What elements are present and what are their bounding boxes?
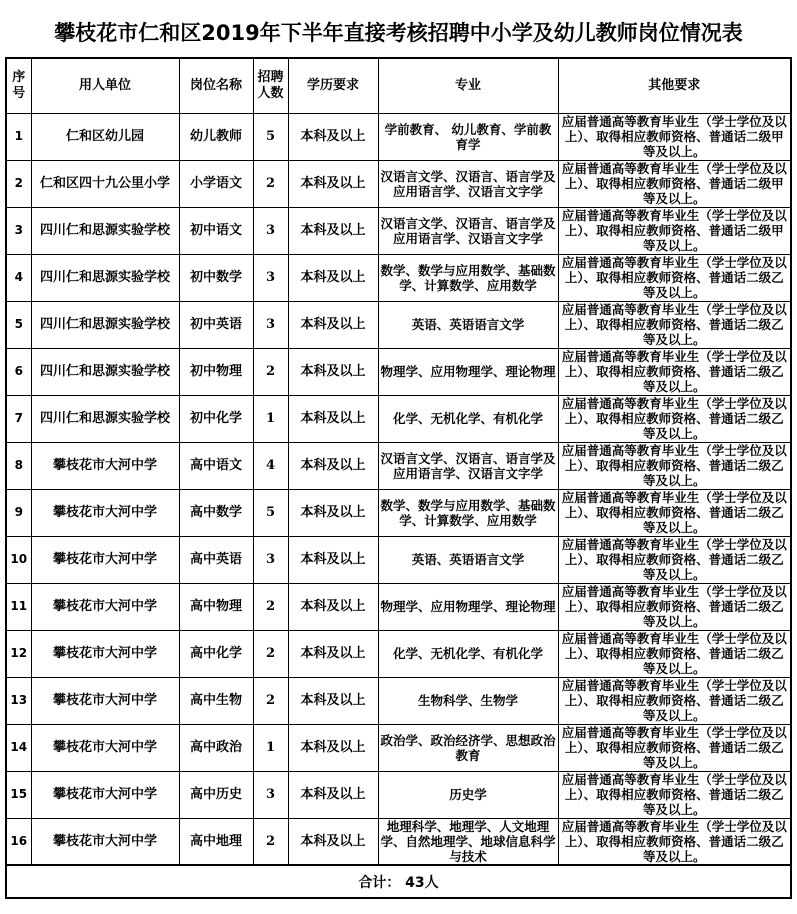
cell-education-req: 本科及以上 [288,207,378,254]
cell-other-req: 应届普通高等教育毕业生（学士学位及以上）、取得相应教师资格、普通话二级乙等及以上。 [558,489,791,536]
cell-headcount: 2 [253,630,288,677]
table-row [6,113,791,160]
cell-headcount: 2 [253,583,288,630]
cell-employer-unit: 攀枝花市大河中学 [31,677,179,724]
cell-position-name: 高中英语 [179,536,253,583]
cell-serial-number: 15 [6,771,31,818]
table-footer [6,865,791,898]
cell-major: 学前教育、 幼儿教育、学前教育学 [378,113,558,160]
cell-position-name: 小学语文 [179,160,253,207]
cell-headcount: 2 [253,818,288,865]
header-unit: 用人单位 [31,58,179,113]
cell-education-req: 本科及以上 [288,536,378,583]
cell-other-req: 应届普通高等教育毕业生（学士学位及以上）、取得相应教师资格、普通话二级乙等及以上。 [558,395,791,442]
header-row [6,58,791,113]
cell-position-name: 初中物理 [179,348,253,395]
cell-employer-unit: 攀枝花市大河中学 [31,489,179,536]
cell-other-req: 应届普通高等教育毕业生（学士学位及以上）、取得相应教师资格、普通话二级乙等及以上。 [558,301,791,348]
cell-education-req: 本科及以上 [288,113,378,160]
table-header [6,58,791,113]
footer-row [6,865,791,898]
cell-education-req: 本科及以上 [288,395,378,442]
cell-position-name: 高中物理 [179,583,253,630]
cell-major: 地理科学、地理学、人文地理学、自然地理学、地球信息科学与技术 [378,818,558,865]
cell-major: 汉语言文学、汉语言、语言学及应用语言学、汉语言文字学 [378,160,558,207]
cell-education-req: 本科及以上 [288,160,378,207]
cell-other-req: 应届普通高等教育毕业生（学士学位及以上）、取得相应教师资格、普通话二级乙等及以上。 [558,630,791,677]
cell-position-name: 高中数学 [179,489,253,536]
cell-position-name: 幼儿教师 [179,113,253,160]
cell-employer-unit: 仁和区幼儿园 [31,113,179,160]
cell-education-req: 本科及以上 [288,301,378,348]
cell-headcount: 2 [253,348,288,395]
cell-employer-unit: 攀枝花市大河中学 [31,818,179,865]
cell-position-name: 初中化学 [179,395,253,442]
cell-headcount: 1 [253,395,288,442]
cell-major: 化学、无机化学、有机化学 [378,395,558,442]
header-edu: 学历要求 [288,58,378,113]
recruitment-table [5,57,792,899]
cell-headcount: 2 [253,677,288,724]
table-body [6,113,791,865]
cell-headcount: 5 [253,113,288,160]
cell-serial-number: 11 [6,583,31,630]
page-title: 攀枝花市仁和区2019年下半年直接考核招聘中小学及幼儿教师岗位情况表 [54,21,743,45]
table-row [6,724,791,771]
cell-serial-number: 1 [6,113,31,160]
total-count: 合计： 43人 [6,865,791,898]
cell-education-req: 本科及以上 [288,489,378,536]
cell-serial-number: 6 [6,348,31,395]
cell-headcount: 3 [253,536,288,583]
cell-major: 历史学 [378,771,558,818]
cell-employer-unit: 四川仁和思源实验学校 [31,301,179,348]
cell-other-req: 应届普通高等教育毕业生（学士学位及以上）、取得相应教师资格、普通话二级乙等及以上。 [558,348,791,395]
cell-headcount: 1 [253,724,288,771]
cell-major: 生物科学、生物学 [378,677,558,724]
cell-employer-unit: 攀枝花市大河中学 [31,583,179,630]
table-row [6,348,791,395]
cell-serial-number: 12 [6,630,31,677]
cell-employer-unit: 四川仁和思源实验学校 [31,254,179,301]
cell-employer-unit: 四川仁和思源实验学校 [31,207,179,254]
cell-serial-number: 10 [6,536,31,583]
cell-major: 数学、数学与应用数学、基础数学、计算数学、应用数学 [378,254,558,301]
table-row [6,818,791,865]
table-row [6,630,791,677]
table-row [6,207,791,254]
table-row [6,301,791,348]
cell-position-name: 高中地理 [179,818,253,865]
cell-headcount: 3 [253,301,288,348]
table-row [6,160,791,207]
cell-other-req: 应届普通高等教育毕业生（学士学位及以上）、取得相应教师资格、普通话二级乙等及以上。 [558,536,791,583]
header-post: 岗位名称 [179,58,253,113]
cell-other-req: 应届普通高等教育毕业生（学士学位及以上）、取得相应教师资格、普通话二级乙等及以上。 [558,254,791,301]
cell-employer-unit: 攀枝花市大河中学 [31,771,179,818]
cell-education-req: 本科及以上 [288,583,378,630]
cell-education-req: 本科及以上 [288,254,378,301]
cell-position-name: 高中语文 [179,442,253,489]
cell-position-name: 初中数学 [179,254,253,301]
cell-serial-number: 14 [6,724,31,771]
cell-serial-number: 13 [6,677,31,724]
cell-major: 化学、无机化学、有机化学 [378,630,558,677]
table-row [6,677,791,724]
cell-major: 英语、英语语言文学 [378,301,558,348]
cell-education-req: 本科及以上 [288,630,378,677]
cell-other-req: 应届普通高等教育毕业生（学士学位及以上）、取得相应教师资格、普通话二级乙等及以上。 [558,677,791,724]
cell-position-name: 初中英语 [179,301,253,348]
cell-headcount: 3 [253,254,288,301]
cell-headcount: 3 [253,771,288,818]
cell-employer-unit: 攀枝花市大河中学 [31,724,179,771]
cell-major: 政治学、政治经济学、思想政治教育 [378,724,558,771]
cell-serial-number: 7 [6,395,31,442]
cell-other-req: 应届普通高等教育毕业生（学士学位及以上）、取得相应教师资格、普通话二级甲等及以上。 [558,113,791,160]
cell-serial-number: 2 [6,160,31,207]
cell-position-name: 初中语文 [179,207,253,254]
header-count: 招聘人数 [253,58,288,113]
cell-other-req: 应届普通高等教育毕业生（学士学位及以上）、取得相应教师资格、普通话二级乙等及以上。 [558,771,791,818]
cell-other-req: 应届普通高等教育毕业生（学士学位及以上）、取得相应教师资格、普通话二级乙等及以上。 [558,724,791,771]
cell-headcount: 2 [253,160,288,207]
table-row [6,771,791,818]
cell-serial-number: 16 [6,818,31,865]
cell-education-req: 本科及以上 [288,818,378,865]
cell-employer-unit: 四川仁和思源实验学校 [31,348,179,395]
cell-major: 物理学、应用物理学、理论物理 [378,583,558,630]
cell-serial-number: 9 [6,489,31,536]
cell-education-req: 本科及以上 [288,771,378,818]
cell-serial-number: 3 [6,207,31,254]
cell-position-name: 高中历史 [179,771,253,818]
cell-serial-number: 5 [6,301,31,348]
cell-employer-unit: 四川仁和思源实验学校 [31,395,179,442]
cell-headcount: 3 [253,207,288,254]
cell-employer-unit: 攀枝花市大河中学 [31,536,179,583]
cell-employer-unit: 仁和区四十九公里小学 [31,160,179,207]
cell-serial-number: 8 [6,442,31,489]
cell-employer-unit: 攀枝花市大河中学 [31,630,179,677]
cell-education-req: 本科及以上 [288,677,378,724]
cell-serial-number: 4 [6,254,31,301]
cell-other-req: 应届普通高等教育毕业生（学士学位及以上）、取得相应教师资格、普通话二级甲等及以上。 [558,160,791,207]
header-no: 序号 [6,58,31,113]
table-row [6,536,791,583]
cell-major: 数学、数学与应用数学、基础数学、计算数学、应用数学 [378,489,558,536]
table-row [6,442,791,489]
cell-headcount: 4 [253,442,288,489]
cell-other-req: 应届普通高等教育毕业生（学士学位及以上）、取得相应教师资格、普通话二级乙等及以上。 [558,583,791,630]
cell-other-req: 应届普通高等教育毕业生（学士学位及以上）、取得相应教师资格、普通话二级乙等及以上。 [558,818,791,865]
table-row [6,583,791,630]
header-major: 专业 [378,58,558,113]
cell-major: 英语、英语语言文学 [378,536,558,583]
cell-position-name: 高中生物 [179,677,253,724]
cell-education-req: 本科及以上 [288,724,378,771]
cell-major: 物理学、应用物理学、理论物理 [378,348,558,395]
cell-headcount: 5 [253,489,288,536]
cell-major: 汉语言文学、汉语言、语言学及应用语言学、汉语言文字学 [378,207,558,254]
cell-education-req: 本科及以上 [288,348,378,395]
cell-employer-unit: 攀枝花市大河中学 [31,442,179,489]
table-row [6,489,791,536]
cell-other-req: 应届普通高等教育毕业生（学士学位及以上）、取得相应教师资格、普通话二级甲等及以上。 [558,207,791,254]
table-row [6,254,791,301]
table-row [6,395,791,442]
cell-position-name: 高中化学 [179,630,253,677]
cell-major: 汉语言文学、汉语言、语言学及应用语言学、汉语言文字学 [378,442,558,489]
cell-other-req: 应届普通高等教育毕业生（学士学位及以上）、取得相应教师资格、普通话二级乙等及以上。 [558,442,791,489]
cell-position-name: 高中政治 [179,724,253,771]
header-other: 其他要求 [558,58,791,113]
cell-education-req: 本科及以上 [288,442,378,489]
